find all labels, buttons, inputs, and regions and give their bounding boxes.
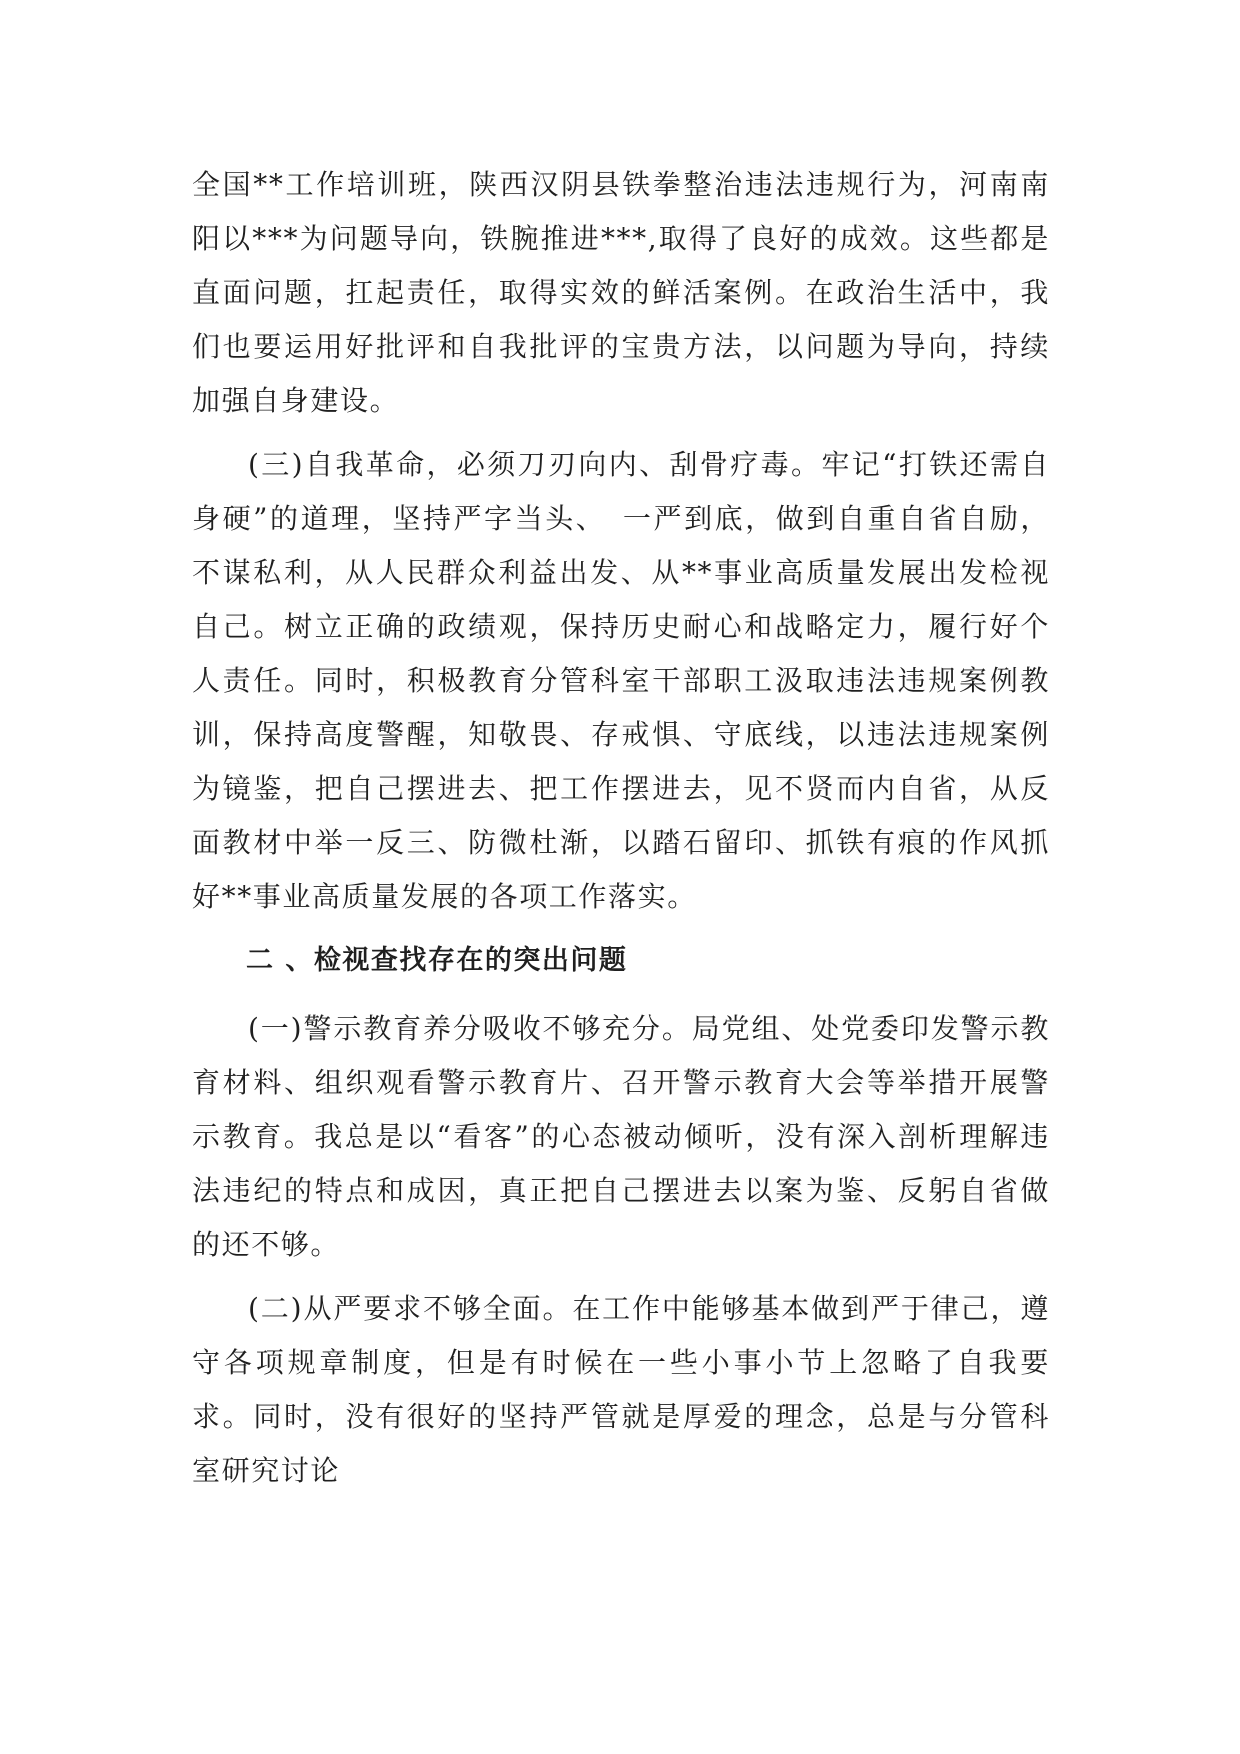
paragraph-strict-requirements: (二)从严要求不够全面。在工作中能够基本做到严于律己，遵守各项规章制度，但是有时候在一些小事小节上忽略了自我要求。同时，没有很好的坚持严管就是厚爱的理念，总是与分管科室研究讨论 [192,1292,1050,1487]
section-heading-problems: 二 、检视查找存在的突出问题 [246,945,628,976]
paragraph-continued-examples: 全国**工作培训班，陕西汉阴县铁拳整治违法违规行为，河南南阳以***为问题导向，铁腕推进***,取得了良好的成效。这些都是直面问题，扛起责任，取得实效的鲜活案例。在政治生活中，我们也要运用好批评和自我批评的宝贵方法，以问题为导向，持续加强自身建设。 [192,168,1050,417]
paragraph-warning-education: (一)警示教育养分吸收不够充分。局党组、处党委印发警示教育材料、组织观看警示教育片、召开警示教育大会等举措开展警示教育。我总是以“看客”的心态被动倾听，没有深入剖析理解违法违纪的特点和成因，真正把自己摆进去以案为鉴、反躬自省做的还不够。 [192,1012,1050,1261]
paragraph-self-revolution: (三)自我革命，必须刀刃向内、刮骨疗毒。牢记“打铁还需自身硬”的道理，坚持严字当头、 一严到底，做到自重自省自励，不谋私利，从人民群众利益出发、从**事业高质量发展出发检视自己。树立正确的政绩观，保持历史耐心和战略定力，履行好个人责任。同时，积极教育分管科室干部职工汲取违法违规案例教训，保持高度警醒，知敬畏、存戒惧、守底线，以违法违规案例为镜鉴，把自己摆进去、把工作摆进去，见不贤而内自省，从反面教材中举一反三、防微杜渐，以踏石留印、抓铁有痕的作风抓好**事业高质量发展的各项工作落实。 [192,448,1050,913]
